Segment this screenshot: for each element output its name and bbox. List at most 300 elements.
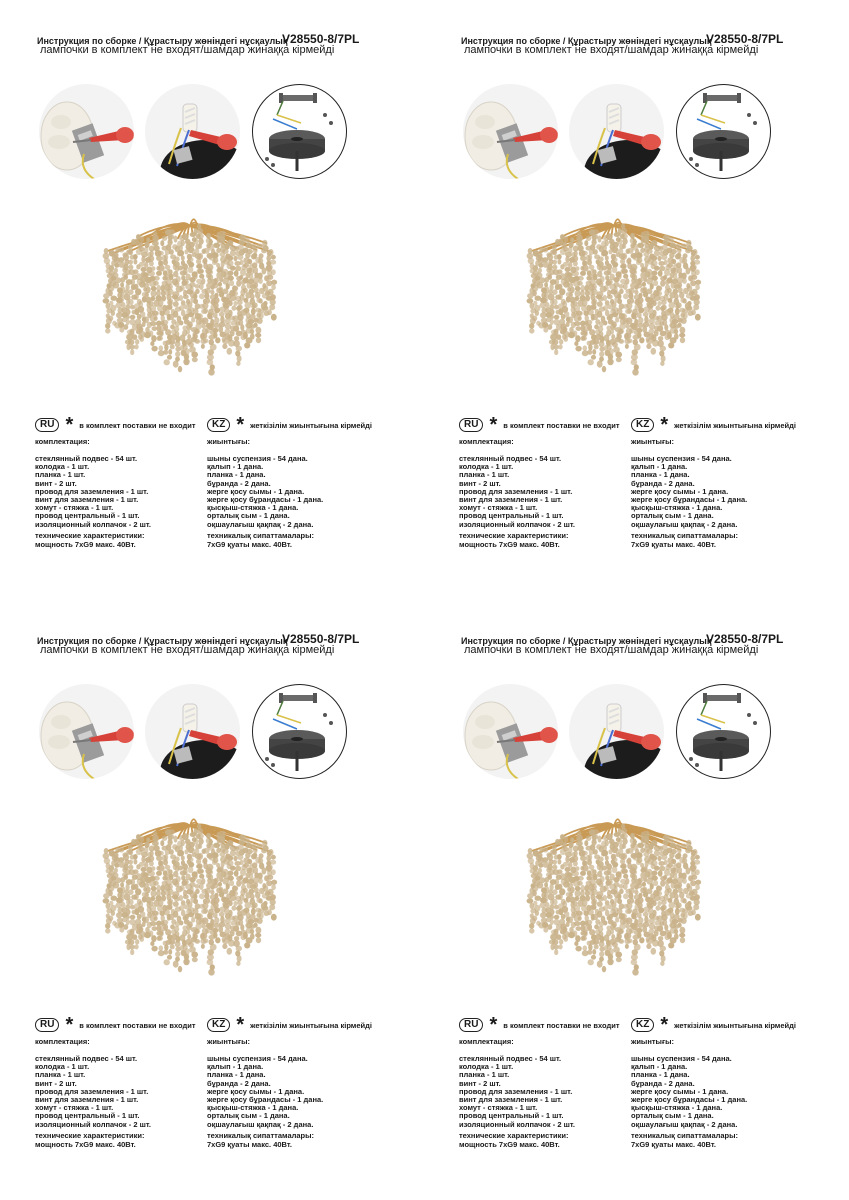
screwdriver-wires-photo (569, 684, 664, 779)
crystal-bead (175, 321, 180, 327)
crystal-bead (611, 246, 618, 253)
crystal-bead (232, 286, 238, 292)
sheet-title: Инструкция по сборке / Құрастыру жөніндегі нұсқаулық (37, 636, 288, 646)
crystal-bead (598, 856, 604, 861)
ru-kit-item: изоляционный колпачок - 2 шт. (459, 1119, 575, 1129)
sheet-title: Инструкция по сборке / Құрастыру жөніндегі нұсқаулық (37, 36, 288, 46)
crystal-bead (223, 888, 229, 894)
crystal-bead (686, 906, 692, 911)
crystal-bead (140, 236, 144, 242)
crystal-bead (144, 846, 148, 853)
crystal-bead (556, 934, 561, 940)
crystal-bead (129, 260, 133, 265)
crystal-bead (559, 339, 563, 345)
crystal-bead (181, 255, 185, 260)
crystal-bead (691, 875, 697, 880)
crystal-bead (680, 844, 687, 849)
crystal-bead (198, 838, 204, 845)
crystal-bead (576, 311, 583, 316)
crystal-bead (139, 262, 144, 267)
crystal-bead (126, 309, 131, 315)
crystal-bead (240, 324, 244, 331)
screwdriver-wires-photo (145, 684, 240, 779)
crystal-bead (116, 912, 122, 918)
crystal-bead (651, 348, 657, 355)
crystal-bead (657, 301, 661, 306)
crystal-bead (202, 317, 209, 324)
crystal-bead (671, 249, 677, 254)
crystal-bead (134, 344, 138, 349)
crystal-bead (529, 323, 534, 329)
crystal-bead (575, 290, 581, 297)
crystal-bead (188, 321, 193, 328)
crystal-bead (695, 855, 700, 860)
crystal-bead (686, 845, 692, 851)
crystal-bead (116, 312, 122, 318)
crystal-bead (188, 257, 193, 262)
ru-spec-title: технические характеристики: (459, 531, 569, 540)
crystal-bead (682, 878, 686, 884)
crystal-bead (128, 299, 133, 306)
crystal-bead (543, 847, 549, 853)
crystal-bead (151, 935, 156, 942)
crystal-bead (151, 890, 157, 897)
crystal-bead (656, 886, 662, 892)
crystal-bead (151, 866, 155, 871)
crystal-bead (175, 341, 181, 348)
crystal-bead (529, 923, 534, 929)
crystal-bead (570, 287, 575, 294)
crystal-bead (646, 944, 651, 949)
crystal-bead (540, 312, 546, 318)
crystal-bead (599, 321, 604, 327)
crystal-bead (213, 328, 219, 333)
kz-badge: KZ (207, 1018, 230, 1032)
crystal-bead (568, 246, 572, 253)
hand-screwdriver-photo (39, 84, 134, 179)
crystal-bead (191, 917, 195, 923)
kz-kit-title: жиынтығы: (207, 1037, 250, 1046)
crystal-bead (230, 866, 236, 871)
crystal-bead (592, 229, 599, 234)
crystal-bead (192, 957, 198, 962)
crystal-bead (601, 266, 607, 271)
crystal-bead (651, 240, 658, 246)
crystal-bead (653, 880, 658, 886)
crystal-bead (173, 301, 179, 307)
crystal-bead (558, 294, 563, 300)
crystal-bead (271, 255, 276, 260)
crystal-bead (695, 880, 701, 885)
crystal-bead (615, 352, 622, 358)
crystal-bead (232, 291, 238, 296)
crystal-bead (256, 327, 262, 334)
kz-kit-item: шыны суспензия - 54 дана. (631, 1054, 732, 1063)
crystal-bead (108, 290, 112, 296)
crystal-bead (167, 355, 172, 360)
crystal-bead (128, 865, 133, 870)
instruction-sheet (424, 600, 848, 1200)
crystal-bead (188, 901, 193, 907)
crystal-bead (201, 344, 205, 349)
kz-kit-item: қысқыш-стяжка - 1 дана. (631, 1103, 723, 1113)
crystal-bead (214, 317, 219, 324)
crystal-bead (617, 933, 622, 940)
crystal-bead (229, 900, 233, 906)
crystal-bead (588, 344, 592, 350)
crystal-bead (680, 327, 686, 334)
ru-kit-title: комплектация: (459, 437, 514, 446)
crystal-bead (271, 869, 276, 875)
ru-spec-title: технические характеристики: (35, 1131, 145, 1140)
crystal-bead (150, 341, 154, 346)
crystal-bead (225, 929, 231, 934)
crystal-bead (554, 349, 558, 355)
crystal-bead (173, 901, 179, 907)
crystal-bead (213, 882, 219, 888)
crystal-bead (213, 243, 220, 248)
crystal-bead (673, 289, 679, 295)
crystal-bead (225, 329, 231, 334)
crystal-bead (133, 269, 138, 274)
crystal-bead (199, 283, 204, 290)
crystal-bead (597, 361, 603, 368)
crystal-bead (158, 300, 163, 307)
crystal-bead (605, 840, 609, 846)
crystal-bead (691, 309, 696, 315)
kz-kit-item: жерге қосу бұрандасы - 1 дана. (207, 495, 324, 505)
crystal-bead (227, 260, 233, 266)
crystal-bead (577, 881, 583, 886)
crystal-bead (153, 281, 159, 286)
crystal-bead (627, 933, 631, 939)
crystal-bead (625, 324, 630, 329)
kz-spec-title: техникалық сипаттамалары: (631, 1131, 739, 1140)
crystal-bead (105, 923, 110, 929)
crystal-bead (686, 867, 691, 874)
crystal-bead (574, 921, 581, 926)
instruction-sheet (0, 0, 424, 600)
crystal-bead (552, 265, 557, 270)
crystal-bead (622, 838, 628, 845)
ru-kit-item: винт - 2 шт. (35, 1078, 77, 1088)
crystal-bead (564, 911, 570, 917)
crystal-bead (118, 322, 124, 328)
crystal-bead (656, 905, 661, 910)
crystal-bead (239, 875, 243, 880)
crystal-bead (577, 276, 584, 281)
crystal-bead (552, 889, 557, 895)
crystal-bead (535, 911, 539, 916)
crystal-bead (603, 321, 607, 326)
crystal-bead (553, 945, 559, 950)
crystal-bead (134, 894, 139, 900)
crystal-bead (558, 344, 562, 349)
crystal-bead (638, 878, 643, 883)
crystal-bead (236, 280, 241, 287)
crystal-bead (262, 306, 268, 311)
kz-kit-item: оқшаулағыш қақпақ - 2 дана. (631, 519, 738, 529)
crystal-bead (562, 242, 566, 247)
ru-not-included-note: в комплект поставки не входит (79, 1020, 196, 1030)
crystal-bead (557, 269, 562, 274)
crystal-bead (627, 338, 633, 343)
crystal-bead (623, 893, 629, 899)
crystal-bead (637, 843, 644, 848)
asterisk-icon: * (236, 1014, 245, 1036)
kz-kit-item: жерге қосу бұрандасы - 1 дана. (207, 1095, 324, 1105)
crystal-bead (263, 901, 267, 906)
crystal-bead (170, 944, 175, 949)
crystal-bead (151, 296, 156, 301)
crystal-bead (634, 290, 638, 295)
ru-kit-item: колодка - 1 шт. (35, 462, 90, 472)
crystal-bead (168, 229, 175, 234)
kz-kit-item: орталық сым - 1 дана. (631, 1111, 714, 1121)
crystal-bead (625, 944, 629, 949)
crystal-bead (654, 850, 660, 857)
crystal-bead (654, 866, 660, 871)
crystal-bead (139, 862, 144, 867)
crystal-bead (601, 866, 607, 871)
ru-note-row (459, 1014, 620, 1036)
crystal-bead (266, 864, 273, 871)
crystal-bead (671, 849, 677, 854)
crystal-bead (622, 244, 626, 249)
crystal-bead (617, 899, 622, 905)
crystal-bead (237, 905, 243, 911)
model-number: V28550-8/7PL (706, 32, 784, 46)
ru-spec-title: технические характеристики: (35, 531, 145, 540)
crystal-bead (244, 837, 249, 843)
crystal-bead (197, 263, 202, 269)
crystal-bead (252, 902, 258, 908)
crystal-bead (570, 887, 575, 894)
crystal-bead (587, 950, 592, 955)
crystal-bead (133, 854, 138, 860)
crystal-bead (687, 301, 691, 306)
crystal-bead (664, 269, 670, 276)
crystal-bead (267, 309, 272, 315)
crystal-bead (168, 240, 173, 245)
crystal-bead (651, 876, 658, 881)
crystal-bead (254, 323, 258, 328)
crystal-bead (563, 262, 568, 267)
kz-kit-item: оқшаулағыш қақпақ - 2 дана. (207, 1119, 314, 1129)
crystal-bead (253, 253, 258, 258)
crystal-bead (151, 290, 157, 297)
crystal-bead (266, 264, 273, 271)
crystal-bead (230, 266, 236, 271)
crystal-bead (637, 243, 644, 248)
crystal-bead (543, 247, 549, 253)
crystal-bead (232, 905, 237, 910)
crystal-bead (207, 270, 213, 275)
crystal-bead (577, 841, 583, 847)
crystal-bead (621, 863, 626, 869)
asterisk-icon: * (660, 1014, 669, 1036)
crystal-bead (158, 936, 163, 941)
ru-not-included-note: в комплект поставки не входит (79, 420, 196, 430)
crystal-bead (593, 339, 600, 345)
crystal-bead (213, 857, 219, 863)
crystal-bead (658, 270, 663, 276)
crystal-bead (577, 876, 584, 881)
ru-spec: мощность 7xG9 макс. 40Вт. (35, 540, 136, 549)
crystal-bead (173, 961, 179, 968)
ru-kit-item: изоляционный колпачок - 2 шт. (459, 519, 575, 529)
crystal-bead (129, 345, 135, 350)
crystal-bead (664, 869, 670, 876)
crystal-bead (623, 883, 628, 890)
kz-kit-item: қалып - 1 дана. (207, 462, 264, 472)
crystal-bead (163, 350, 168, 355)
crystal-bead (535, 311, 539, 316)
bulbs-not-included-note: лампочки в комплект не входят/шамдар жинаққа кірмейді (464, 644, 759, 656)
crystal-bead (587, 350, 592, 355)
crystal-bead (168, 349, 172, 355)
crystal-bead (268, 849, 273, 855)
crystal-bead (533, 865, 538, 871)
crystal-bead (118, 922, 124, 928)
crystal-bead (661, 255, 667, 260)
crystal-bead (138, 242, 142, 247)
crystal-bead (193, 899, 198, 905)
crystal-bead (663, 875, 667, 880)
crystal-bead (158, 900, 163, 907)
ru-kit-item: винт для заземления - 1 шт. (459, 495, 563, 505)
crystal-bead (545, 902, 550, 908)
crystal-bead (627, 908, 632, 914)
crystal-bead (108, 890, 112, 896)
crystal-bead (642, 282, 646, 287)
crystal-bead (198, 844, 202, 849)
ru-kit-item: провод для заземления - 1 шт. (35, 486, 149, 496)
crystal-bead (552, 939, 558, 945)
crystal-bead (598, 256, 604, 261)
crystal-bead (258, 878, 262, 884)
ru-kit-item: провод центральный - 1 шт. (459, 1111, 564, 1121)
crystal-bead (565, 256, 569, 263)
crystal-bead (181, 840, 185, 846)
crystal-bead (599, 951, 604, 957)
crystal-bead (611, 846, 618, 853)
crystal-bead (552, 339, 558, 345)
crystal-bead (237, 955, 242, 962)
crystal-bead (658, 856, 662, 862)
crystal-bead (151, 266, 155, 271)
crystal-bead (619, 289, 624, 294)
crystal-bead (552, 289, 557, 295)
crystal-bead (139, 847, 145, 852)
crystal-bead (623, 293, 629, 299)
kz-badge: KZ (631, 418, 654, 432)
kz-kit-item: оқшаулағыш қақпақ - 2 дана. (207, 519, 314, 529)
crystal-bead (188, 301, 193, 307)
crystal-bead (135, 939, 139, 945)
crystal-bead (680, 337, 685, 343)
crystal-bead (527, 298, 534, 303)
crystal-bead (671, 259, 676, 264)
crystal-bead (603, 921, 607, 926)
crystal-bead (237, 355, 242, 362)
crystal-bead (232, 886, 238, 892)
crystal-bead (695, 255, 700, 260)
kz-kit-item: қысқыш-стяжка - 1 дана. (207, 1103, 299, 1113)
crystal-bead (617, 893, 621, 899)
crystal-bead (210, 290, 214, 295)
crystal-bead (244, 237, 249, 243)
kz-kit-item: қысқыш-стяжка - 1 дана. (207, 503, 299, 513)
crystal-bead (270, 860, 276, 865)
crystal-bead (651, 256, 657, 261)
crystal-bead (679, 933, 685, 938)
crystal-bead (533, 265, 538, 271)
ru-kit-item: провод для заземления - 1 шт. (459, 486, 573, 496)
crystal-bead (227, 948, 233, 955)
crystal-bead (654, 266, 660, 271)
crystal-bead (690, 264, 697, 271)
crystal-bead (691, 275, 697, 280)
asterisk-icon: * (65, 1014, 74, 1036)
crystal-bead (213, 928, 219, 933)
crystal-bead (646, 849, 652, 854)
crystal-bead (576, 911, 583, 916)
crystal-bead (194, 274, 198, 280)
crystal-bead (128, 889, 133, 895)
crystal-bead (227, 876, 234, 881)
kz-kit-item: жерге қосу сымы - 1 дана. (631, 1086, 729, 1096)
crystal-bead (594, 944, 599, 949)
crystal-bead (134, 294, 139, 300)
crystal-bead (690, 855, 695, 862)
crystal-bead (237, 305, 243, 311)
kz-kit-item: бұранда - 2 дана. (631, 1078, 695, 1088)
crystal-bead (559, 939, 563, 945)
crystal-bead (195, 339, 200, 344)
crystal-bead (174, 926, 180, 932)
kz-kit-title: жиынтығы: (207, 437, 250, 446)
crystal-bead (637, 928, 643, 933)
kz-kit-item: орталық сым - 1 дана. (207, 1111, 290, 1121)
crystal-bead (253, 853, 258, 858)
crystal-bead (249, 289, 255, 295)
crystal-bead (592, 234, 599, 240)
crystal-bead (208, 969, 214, 976)
crystal-bead (229, 300, 233, 306)
crystal-bead (202, 917, 209, 924)
crystal-bead (247, 849, 253, 854)
crystal-bead (616, 357, 622, 362)
crystal-bead (227, 240, 234, 246)
model-number: V28550-8/7PL (282, 632, 360, 646)
kz-spec-title: техникалық сипаттамалары: (207, 1131, 315, 1140)
crystal-bead (622, 869, 628, 874)
crystal-bead (627, 308, 632, 314)
crystal-bead (165, 865, 171, 870)
crystal-bead (179, 295, 184, 301)
ru-kit-item: винт - 2 шт. (459, 1078, 501, 1088)
crystal-bead (114, 868, 118, 873)
crystal-bead (586, 235, 591, 241)
kz-spec-title: техникалық сипаттамалары: (207, 531, 315, 540)
crystal-bead (177, 866, 183, 871)
crystal-bead (151, 946, 157, 952)
crystal-bead (214, 878, 219, 883)
kz-spec: 7xG9 қуаты макс. 40Вт. (207, 1140, 292, 1149)
crystal-bead (168, 840, 173, 845)
crystal-bead (549, 304, 554, 309)
